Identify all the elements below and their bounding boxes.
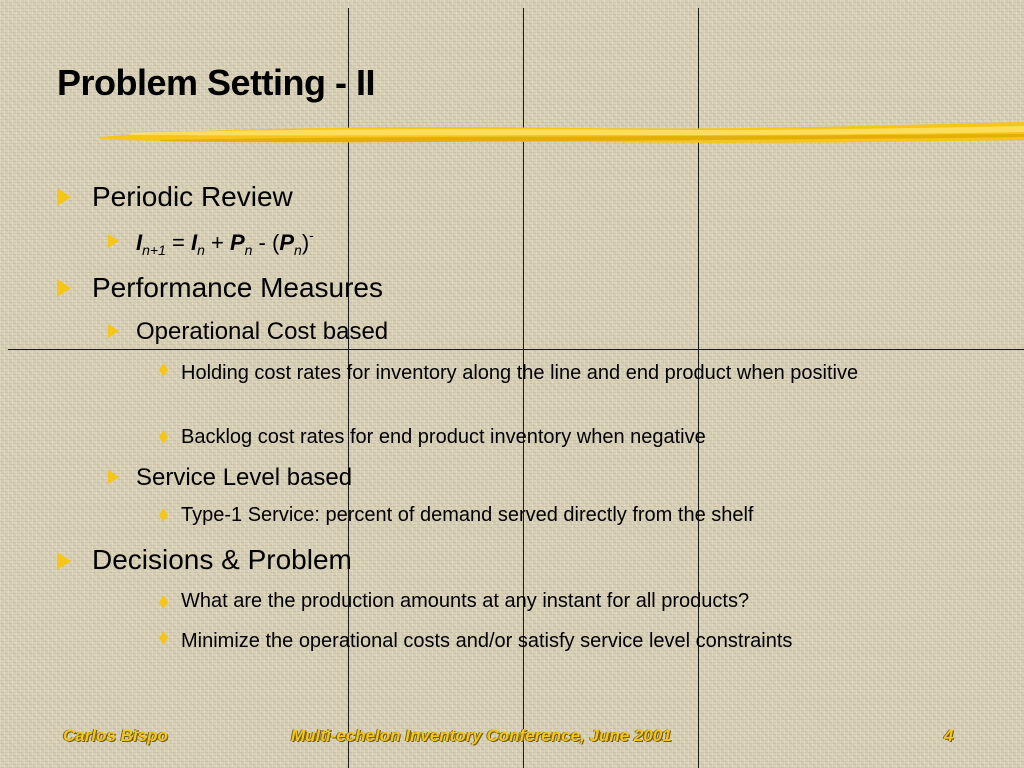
arrow-bullet-icon bbox=[108, 470, 119, 484]
diamond-bullet-icon bbox=[159, 508, 168, 522]
diamond-bullet-icon bbox=[159, 631, 168, 645]
arrow-bullet-icon bbox=[57, 552, 71, 570]
bullet-performance-measures: Performance Measures bbox=[92, 272, 384, 303]
bullet-production-question: What are the production amounts at any instant for all products? bbox=[181, 590, 750, 612]
bullet-holding-cost: Holding cost rates for inventory along the line and end product when positive bbox=[181, 362, 859, 384]
formula-superscript: - bbox=[309, 227, 314, 243]
formula-operator: - ( bbox=[252, 230, 280, 255]
formula-production-symbol: P bbox=[229, 230, 245, 255]
footer-conference: Multi-echelon Inventory Conference, June 2001 bbox=[291, 726, 672, 745]
bullet-minimize-costs: Minimize the operational costs and/or satisfy service level constraints bbox=[181, 630, 793, 652]
bullet-service-level: Service Level based bbox=[136, 464, 353, 491]
formula-operator: + bbox=[204, 230, 230, 255]
formula-subscript: n+1 bbox=[142, 242, 166, 258]
grid-line-horizontal bbox=[8, 349, 1024, 350]
footer-author: Carlos Bispo bbox=[63, 726, 168, 745]
formula-subscript: n bbox=[197, 242, 205, 258]
diamond-bullet-icon bbox=[159, 363, 168, 377]
formula-subscript: n bbox=[244, 242, 253, 258]
inventory-balance-formula bbox=[136, 227, 314, 258]
arrow-bullet-icon bbox=[57, 279, 71, 297]
formula-paren: ) bbox=[301, 230, 310, 255]
bullet-operational-cost: Operational Cost based bbox=[136, 318, 389, 345]
diamond-bullet-icon bbox=[159, 430, 168, 444]
bullet-decisions-problem: Decisions & Problem bbox=[92, 544, 352, 575]
slide-title: Problem Setting - II bbox=[57, 62, 376, 103]
formula-subscript: n bbox=[294, 242, 302, 258]
bullet-type1-service: Type-1 Service: percent of demand served directly from the shelf bbox=[181, 504, 754, 526]
arrow-bullet-icon bbox=[108, 324, 119, 338]
footer-page-number: 4 bbox=[944, 726, 954, 745]
arrow-bullet-icon bbox=[108, 234, 119, 248]
formula-production-symbol: P bbox=[279, 230, 295, 255]
arrow-bullet-icon bbox=[57, 188, 71, 206]
formula-inventory-symbol: I bbox=[136, 230, 143, 255]
bullet-periodic-review: Periodic Review bbox=[92, 181, 293, 212]
formula-inventory-symbol: I bbox=[190, 230, 198, 255]
formula-operator: = bbox=[165, 230, 191, 255]
diamond-bullet-icon bbox=[159, 595, 168, 609]
title-underline-stroke bbox=[100, 118, 1024, 148]
bullet-backlog-cost: Backlog cost rates for end product inventory when negative bbox=[181, 426, 706, 448]
